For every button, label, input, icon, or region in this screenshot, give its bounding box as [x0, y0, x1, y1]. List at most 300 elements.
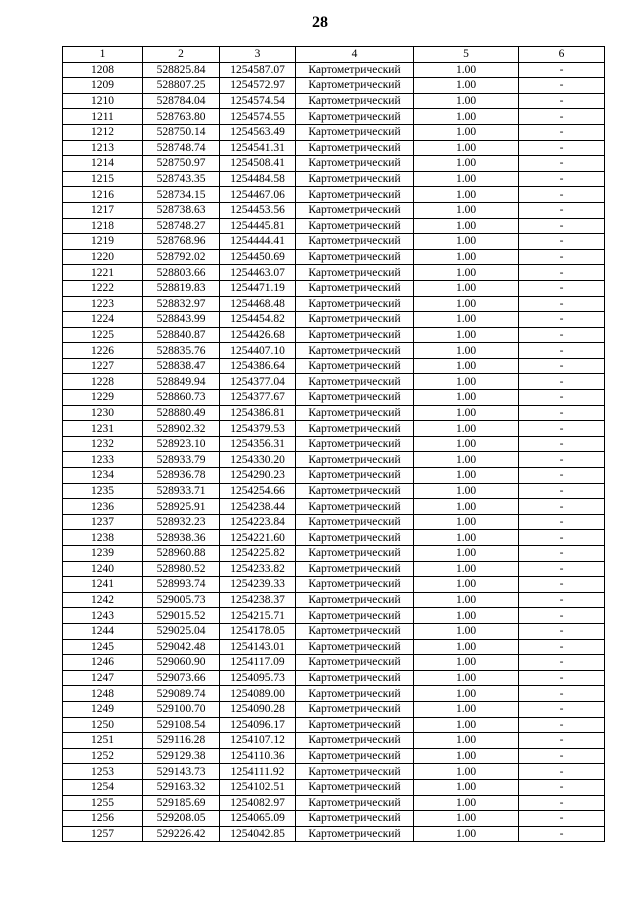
y-coordinate-cell: 1254096.17	[220, 717, 296, 733]
table-row	[63, 218, 605, 234]
description-cell: -	[519, 717, 605, 733]
y-coordinate-cell: 1254563.49	[220, 124, 296, 140]
table-row	[63, 156, 605, 172]
description-cell: -	[519, 530, 605, 546]
y-coordinate-cell: 1254484.58	[220, 171, 296, 187]
table-row	[63, 280, 605, 296]
accuracy-cell: 1.00	[414, 561, 519, 577]
point-number-cell: 1215	[63, 171, 143, 187]
method-cell: Картометрический	[296, 436, 414, 452]
accuracy-cell: 1.00	[414, 109, 519, 125]
y-coordinate-cell: 1254407.10	[220, 343, 296, 359]
method-cell: Картометрический	[296, 171, 414, 187]
x-coordinate-cell: 529116.28	[143, 733, 220, 749]
point-number-cell: 1237	[63, 514, 143, 530]
point-number-cell: 1213	[63, 140, 143, 156]
point-number-cell: 1247	[63, 670, 143, 686]
description-cell: -	[519, 514, 605, 530]
y-coordinate-cell: 1254587.07	[220, 62, 296, 78]
table-row	[63, 436, 605, 452]
method-cell: Картометрический	[296, 78, 414, 94]
method-cell: Картометрический	[296, 62, 414, 78]
y-coordinate-cell: 1254111.92	[220, 764, 296, 780]
description-cell: -	[519, 436, 605, 452]
method-cell: Картометрический	[296, 249, 414, 265]
table-row	[63, 686, 605, 702]
accuracy-cell: 1.00	[414, 608, 519, 624]
coordinates-table	[62, 46, 605, 842]
y-coordinate-cell: 1254426.68	[220, 327, 296, 343]
x-coordinate-cell: 528750.97	[143, 156, 220, 172]
method-cell: Картометрический	[296, 779, 414, 795]
description-cell: -	[519, 421, 605, 437]
x-coordinate-cell: 528860.73	[143, 390, 220, 406]
description-cell: -	[519, 764, 605, 780]
accuracy-cell: 1.00	[414, 187, 519, 203]
method-cell: Картометрический	[296, 655, 414, 671]
y-coordinate-cell: 1254215.71	[220, 608, 296, 624]
table-row	[63, 468, 605, 484]
description-cell: -	[519, 405, 605, 421]
description-cell: -	[519, 343, 605, 359]
point-number-cell: 1235	[63, 483, 143, 499]
x-coordinate-cell: 529129.38	[143, 748, 220, 764]
accuracy-cell: 1.00	[414, 639, 519, 655]
description-cell: -	[519, 811, 605, 827]
x-coordinate-cell: 528743.35	[143, 171, 220, 187]
method-cell: Картометрический	[296, 686, 414, 702]
table-row	[63, 608, 605, 624]
description-cell: -	[519, 670, 605, 686]
description-cell: -	[519, 623, 605, 639]
y-coordinate-cell: 1254042.85	[220, 826, 296, 842]
table-row	[63, 93, 605, 109]
method-cell: Картометрический	[296, 202, 414, 218]
table-row	[63, 748, 605, 764]
table-row	[63, 499, 605, 515]
point-number-cell: 1255	[63, 795, 143, 811]
x-coordinate-cell: 529208.05	[143, 811, 220, 827]
y-coordinate-cell: 1254508.41	[220, 156, 296, 172]
accuracy-cell: 1.00	[414, 717, 519, 733]
table-row	[63, 327, 605, 343]
description-cell: -	[519, 577, 605, 593]
x-coordinate-cell: 528932.23	[143, 514, 220, 530]
point-number-cell: 1240	[63, 561, 143, 577]
accuracy-cell: 1.00	[414, 811, 519, 827]
method-cell: Картометрический	[296, 733, 414, 749]
table-row	[63, 452, 605, 468]
description-cell: -	[519, 296, 605, 312]
x-coordinate-cell: 528748.74	[143, 140, 220, 156]
x-coordinate-cell: 529108.54	[143, 717, 220, 733]
method-cell: Картометрический	[296, 421, 414, 437]
y-coordinate-cell: 1254574.54	[220, 93, 296, 109]
method-cell: Картометрический	[296, 623, 414, 639]
y-coordinate-cell: 1254107.12	[220, 733, 296, 749]
accuracy-cell: 1.00	[414, 78, 519, 94]
accuracy-cell: 1.00	[414, 592, 519, 608]
y-coordinate-cell: 1254379.53	[220, 421, 296, 437]
x-coordinate-cell: 528763.80	[143, 109, 220, 125]
accuracy-cell: 1.00	[414, 171, 519, 187]
accuracy-cell: 1.00	[414, 764, 519, 780]
table-row	[63, 187, 605, 203]
point-number-cell: 1253	[63, 764, 143, 780]
y-coordinate-cell: 1254445.81	[220, 218, 296, 234]
column-header: 3	[220, 47, 296, 63]
method-cell: Картометрический	[296, 405, 414, 421]
x-coordinate-cell: 529185.69	[143, 795, 220, 811]
x-coordinate-cell: 528803.66	[143, 265, 220, 281]
y-coordinate-cell: 1254102.51	[220, 779, 296, 795]
method-cell: Картометрический	[296, 452, 414, 468]
x-coordinate-cell: 528835.76	[143, 343, 220, 359]
description-cell: -	[519, 358, 605, 374]
table-header-row	[63, 47, 605, 63]
point-number-cell: 1229	[63, 390, 143, 406]
accuracy-cell: 1.00	[414, 421, 519, 437]
x-coordinate-cell: 529100.70	[143, 701, 220, 717]
y-coordinate-cell: 1254238.37	[220, 592, 296, 608]
y-coordinate-cell: 1254330.20	[220, 452, 296, 468]
accuracy-cell: 1.00	[414, 140, 519, 156]
y-coordinate-cell: 1254574.55	[220, 109, 296, 125]
x-coordinate-cell: 528960.88	[143, 546, 220, 562]
description-cell: -	[519, 639, 605, 655]
method-cell: Картометрический	[296, 530, 414, 546]
y-coordinate-cell: 1254178.05	[220, 623, 296, 639]
x-coordinate-cell: 529073.66	[143, 670, 220, 686]
x-coordinate-cell: 528840.87	[143, 327, 220, 343]
y-coordinate-cell: 1254386.81	[220, 405, 296, 421]
description-cell: -	[519, 499, 605, 515]
x-coordinate-cell: 528825.84	[143, 62, 220, 78]
point-number-cell: 1209	[63, 78, 143, 94]
point-number-cell: 1250	[63, 717, 143, 733]
accuracy-cell: 1.00	[414, 530, 519, 546]
point-number-cell: 1252	[63, 748, 143, 764]
accuracy-cell: 1.00	[414, 499, 519, 515]
description-cell: -	[519, 62, 605, 78]
y-coordinate-cell: 1254454.82	[220, 312, 296, 328]
description-cell: -	[519, 265, 605, 281]
description-cell: -	[519, 592, 605, 608]
x-coordinate-cell: 529042.48	[143, 639, 220, 655]
accuracy-cell: 1.00	[414, 156, 519, 172]
point-number-cell: 1220	[63, 249, 143, 265]
description-cell: -	[519, 109, 605, 125]
accuracy-cell: 1.00	[414, 733, 519, 749]
accuracy-cell: 1.00	[414, 62, 519, 78]
description-cell: -	[519, 234, 605, 250]
table-row	[63, 109, 605, 125]
description-cell: -	[519, 452, 605, 468]
accuracy-cell: 1.00	[414, 312, 519, 328]
point-number-cell: 1238	[63, 530, 143, 546]
table-row	[63, 265, 605, 281]
method-cell: Картометрический	[296, 499, 414, 515]
method-cell: Картометрический	[296, 764, 414, 780]
y-coordinate-cell: 1254444.41	[220, 234, 296, 250]
accuracy-cell: 1.00	[414, 701, 519, 717]
description-cell: -	[519, 655, 605, 671]
description-cell: -	[519, 312, 605, 328]
column-header: 4	[296, 47, 414, 63]
table-row	[63, 717, 605, 733]
method-cell: Картометрический	[296, 608, 414, 624]
y-coordinate-cell: 1254541.31	[220, 140, 296, 156]
description-cell: -	[519, 202, 605, 218]
method-cell: Картометрический	[296, 358, 414, 374]
x-coordinate-cell: 528902.32	[143, 421, 220, 437]
accuracy-cell: 1.00	[414, 514, 519, 530]
y-coordinate-cell: 1254117.09	[220, 655, 296, 671]
table-row	[63, 795, 605, 811]
table-body	[63, 62, 605, 842]
description-cell: -	[519, 374, 605, 390]
x-coordinate-cell: 528925.91	[143, 499, 220, 515]
x-coordinate-cell: 528933.79	[143, 452, 220, 468]
accuracy-cell: 1.00	[414, 452, 519, 468]
description-cell: -	[519, 748, 605, 764]
method-cell: Картометрический	[296, 717, 414, 733]
table-row	[63, 202, 605, 218]
table-row	[63, 764, 605, 780]
point-number-cell: 1245	[63, 639, 143, 655]
point-number-cell: 1230	[63, 405, 143, 421]
y-coordinate-cell: 1254082.97	[220, 795, 296, 811]
y-coordinate-cell: 1254572.97	[220, 78, 296, 94]
method-cell: Картометрический	[296, 124, 414, 140]
method-cell: Картометрический	[296, 592, 414, 608]
table-row	[63, 171, 605, 187]
description-cell: -	[519, 546, 605, 562]
point-number-cell: 1239	[63, 546, 143, 562]
method-cell: Картометрический	[296, 748, 414, 764]
method-cell: Картометрический	[296, 312, 414, 328]
accuracy-cell: 1.00	[414, 374, 519, 390]
method-cell: Картометрический	[296, 265, 414, 281]
point-number-cell: 1212	[63, 124, 143, 140]
method-cell: Картометрический	[296, 483, 414, 499]
table-row	[63, 670, 605, 686]
table-row	[63, 234, 605, 250]
point-number-cell: 1227	[63, 358, 143, 374]
y-coordinate-cell: 1254453.56	[220, 202, 296, 218]
y-coordinate-cell: 1254221.60	[220, 530, 296, 546]
table-row	[63, 701, 605, 717]
method-cell: Картометрический	[296, 468, 414, 484]
y-coordinate-cell: 1254386.64	[220, 358, 296, 374]
point-number-cell: 1246	[63, 655, 143, 671]
x-coordinate-cell: 528807.25	[143, 78, 220, 94]
table-row	[63, 779, 605, 795]
point-number-cell: 1216	[63, 187, 143, 203]
point-number-cell: 1249	[63, 701, 143, 717]
accuracy-cell: 1.00	[414, 826, 519, 842]
description-cell: -	[519, 124, 605, 140]
point-number-cell: 1257	[63, 826, 143, 842]
table-row	[63, 405, 605, 421]
description-cell: -	[519, 171, 605, 187]
y-coordinate-cell: 1254089.00	[220, 686, 296, 702]
x-coordinate-cell: 529005.73	[143, 592, 220, 608]
x-coordinate-cell: 529163.32	[143, 779, 220, 795]
table-row	[63, 514, 605, 530]
method-cell: Картометрический	[296, 514, 414, 530]
accuracy-cell: 1.00	[414, 249, 519, 265]
description-cell: -	[519, 93, 605, 109]
point-number-cell: 1244	[63, 623, 143, 639]
y-coordinate-cell: 1254254.66	[220, 483, 296, 499]
accuracy-cell: 1.00	[414, 265, 519, 281]
table-row	[63, 421, 605, 437]
accuracy-cell: 1.00	[414, 779, 519, 795]
description-cell: -	[519, 187, 605, 203]
x-coordinate-cell: 528849.94	[143, 374, 220, 390]
method-cell: Картометрический	[296, 561, 414, 577]
accuracy-cell: 1.00	[414, 343, 519, 359]
x-coordinate-cell: 528819.83	[143, 280, 220, 296]
table-row	[63, 655, 605, 671]
y-coordinate-cell: 1254239.33	[220, 577, 296, 593]
accuracy-cell: 1.00	[414, 327, 519, 343]
x-coordinate-cell: 529025.04	[143, 623, 220, 639]
point-number-cell: 1223	[63, 296, 143, 312]
x-coordinate-cell: 528832.97	[143, 296, 220, 312]
point-number-cell: 1217	[63, 202, 143, 218]
point-number-cell: 1225	[63, 327, 143, 343]
table-row	[63, 483, 605, 499]
point-number-cell: 1214	[63, 156, 143, 172]
x-coordinate-cell: 528792.02	[143, 249, 220, 265]
method-cell: Картометрический	[296, 343, 414, 359]
method-cell: Картометрический	[296, 670, 414, 686]
point-number-cell: 1228	[63, 374, 143, 390]
y-coordinate-cell: 1254233.82	[220, 561, 296, 577]
x-coordinate-cell: 528784.04	[143, 93, 220, 109]
description-cell: -	[519, 280, 605, 296]
x-coordinate-cell: 528738.63	[143, 202, 220, 218]
point-number-cell: 1256	[63, 811, 143, 827]
x-coordinate-cell: 528843.99	[143, 312, 220, 328]
method-cell: Картометрический	[296, 826, 414, 842]
y-coordinate-cell: 1254225.82	[220, 546, 296, 562]
table-row	[63, 390, 605, 406]
x-coordinate-cell: 528980.52	[143, 561, 220, 577]
x-coordinate-cell: 528734.15	[143, 187, 220, 203]
accuracy-cell: 1.00	[414, 202, 519, 218]
column-header: 2	[143, 47, 220, 63]
accuracy-cell: 1.00	[414, 577, 519, 593]
accuracy-cell: 1.00	[414, 390, 519, 406]
x-coordinate-cell: 528993.74	[143, 577, 220, 593]
table-row	[63, 312, 605, 328]
accuracy-cell: 1.00	[414, 124, 519, 140]
y-coordinate-cell: 1254110.36	[220, 748, 296, 764]
accuracy-cell: 1.00	[414, 483, 519, 499]
point-number-cell: 1241	[63, 577, 143, 593]
table-row	[63, 623, 605, 639]
description-cell: -	[519, 156, 605, 172]
column-header: 6	[519, 47, 605, 63]
point-number-cell: 1226	[63, 343, 143, 359]
method-cell: Картометрический	[296, 93, 414, 109]
accuracy-cell: 1.00	[414, 280, 519, 296]
accuracy-cell: 1.00	[414, 358, 519, 374]
description-cell: -	[519, 78, 605, 94]
point-number-cell: 1243	[63, 608, 143, 624]
x-coordinate-cell: 528936.78	[143, 468, 220, 484]
description-cell: -	[519, 390, 605, 406]
x-coordinate-cell: 528880.49	[143, 405, 220, 421]
method-cell: Картометрический	[296, 374, 414, 390]
point-number-cell: 1233	[63, 452, 143, 468]
method-cell: Картометрический	[296, 234, 414, 250]
point-number-cell: 1234	[63, 468, 143, 484]
table-row	[63, 530, 605, 546]
method-cell: Картометрический	[296, 280, 414, 296]
table-row	[63, 343, 605, 359]
method-cell: Картометрический	[296, 795, 414, 811]
point-number-cell: 1211	[63, 109, 143, 125]
table-row	[63, 374, 605, 390]
x-coordinate-cell: 529143.73	[143, 764, 220, 780]
y-coordinate-cell: 1254090.28	[220, 701, 296, 717]
x-coordinate-cell: 529060.90	[143, 655, 220, 671]
description-cell: -	[519, 483, 605, 499]
accuracy-cell: 1.00	[414, 546, 519, 562]
table-row	[63, 78, 605, 94]
point-number-cell: 1254	[63, 779, 143, 795]
point-number-cell: 1242	[63, 592, 143, 608]
point-number-cell: 1208	[63, 62, 143, 78]
table-row	[63, 639, 605, 655]
y-coordinate-cell: 1254223.84	[220, 514, 296, 530]
x-coordinate-cell: 528938.36	[143, 530, 220, 546]
x-coordinate-cell: 529089.74	[143, 686, 220, 702]
point-number-cell: 1251	[63, 733, 143, 749]
method-cell: Картометрический	[296, 218, 414, 234]
table-row	[63, 561, 605, 577]
accuracy-cell: 1.00	[414, 748, 519, 764]
method-cell: Картометрический	[296, 639, 414, 655]
point-number-cell: 1231	[63, 421, 143, 437]
table-row	[63, 546, 605, 562]
method-cell: Картометрический	[296, 296, 414, 312]
y-coordinate-cell: 1254468.48	[220, 296, 296, 312]
method-cell: Картометрический	[296, 156, 414, 172]
description-cell: -	[519, 826, 605, 842]
y-coordinate-cell: 1254356.31	[220, 436, 296, 452]
accuracy-cell: 1.00	[414, 405, 519, 421]
accuracy-cell: 1.00	[414, 670, 519, 686]
y-coordinate-cell: 1254238.44	[220, 499, 296, 515]
x-coordinate-cell: 528838.47	[143, 358, 220, 374]
x-coordinate-cell: 529015.52	[143, 608, 220, 624]
point-number-cell: 1219	[63, 234, 143, 250]
point-number-cell: 1224	[63, 312, 143, 328]
accuracy-cell: 1.00	[414, 655, 519, 671]
x-coordinate-cell: 528748.27	[143, 218, 220, 234]
table-row	[63, 358, 605, 374]
accuracy-cell: 1.00	[414, 234, 519, 250]
table-row	[63, 62, 605, 78]
method-cell: Картометрический	[296, 327, 414, 343]
column-header: 5	[414, 47, 519, 63]
table-row	[63, 811, 605, 827]
